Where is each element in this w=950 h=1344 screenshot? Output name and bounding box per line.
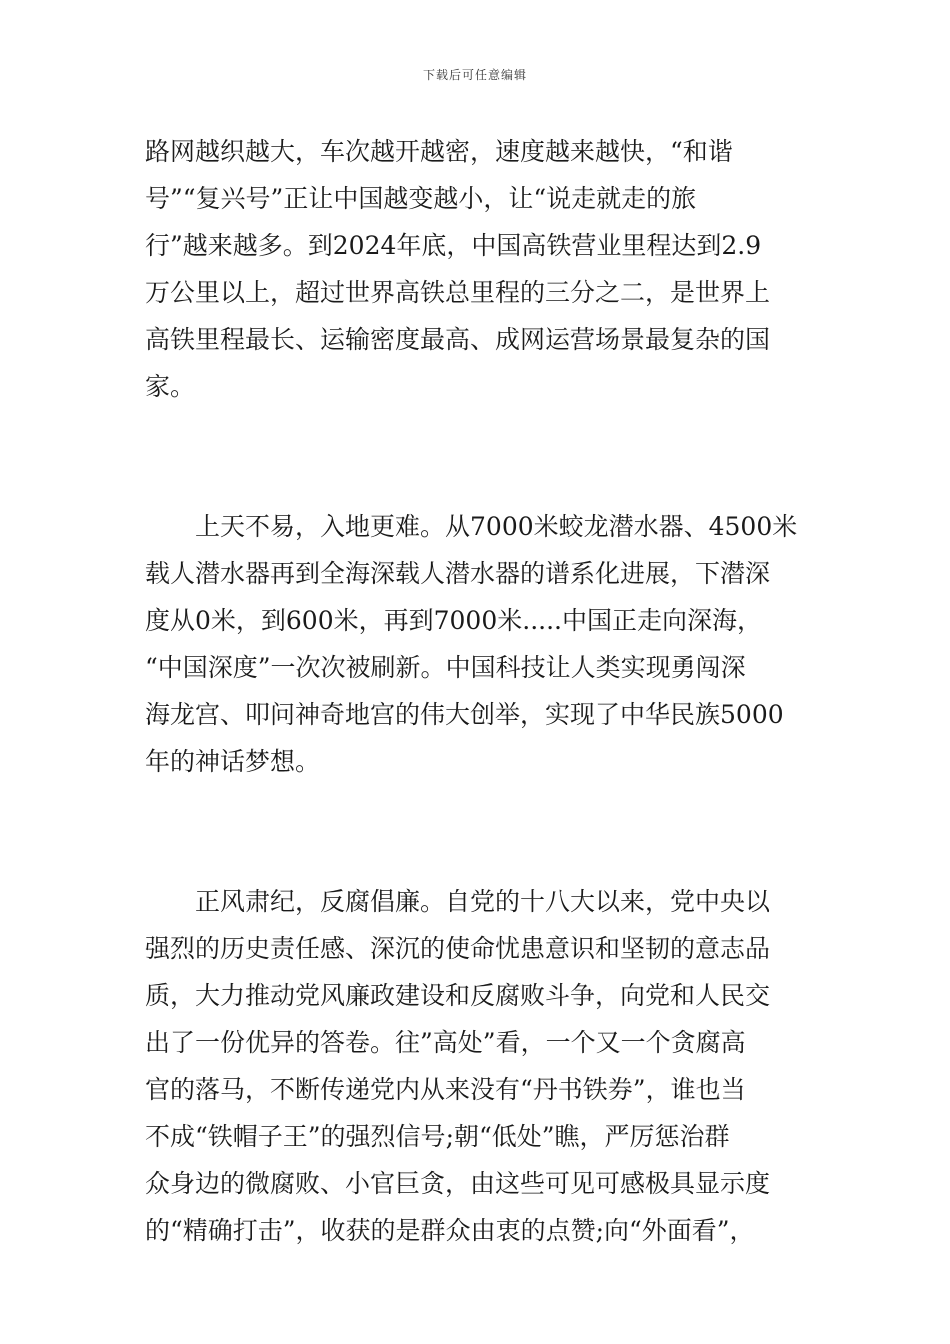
text-line: 度从0米，到600米，再到7000米.....中国正走向深海，	[145, 606, 762, 635]
document-body	[145, 128, 825, 1254]
text-line: 路网越织越大，车次越开越密，速度越来越快，“和谐	[145, 137, 733, 166]
text-line: 高铁里程最长、运输密度最高、成网运营场景最复杂的国	[145, 325, 771, 354]
text-line: 质，大力推动党风廉政建设和反腐败斗争，向党和人民交	[145, 981, 771, 1010]
paragraph-anti-corruption	[145, 878, 825, 1254]
text-line: 不成“铁帽子王”的强烈信号;朝“低处”瞧，严厉惩治群	[145, 1122, 730, 1151]
text-line: 行”越来越多。到2024年底，中国高铁营业里程达到2.9	[145, 231, 762, 260]
page-header: 下载后可任意编辑	[422, 68, 527, 82]
text-line: 的“精确打击”，收获的是群众由衷的点赞;向“外面看”，	[145, 1216, 755, 1245]
text-line: 家。	[145, 372, 196, 401]
text-line: “中国深度”一次次被刷新。中国科技让人类实现勇闯深	[145, 653, 746, 682]
paragraph-deep-sea	[145, 503, 825, 785]
text-line: 众身边的微腐败、小官巨贪，由这些可见可感极具显示度	[145, 1169, 771, 1198]
text-line: 官的落马，不断传递党内从来没有“丹书铁券”，谁也当	[145, 1075, 746, 1104]
text-line: 万公里以上，超过世界高铁总里程的三分之二，是世界上	[145, 278, 771, 307]
text-line: 号”“复兴号”正让中国越变越小，让“说走就走的旅	[145, 184, 697, 213]
text-line: 强烈的历史责任感、深沉的使命忧患意识和坚韧的意志品	[145, 934, 771, 963]
text-line: 海龙宫、叩问神奇地宫的伟大创举，实现了中华民族5000	[145, 700, 784, 729]
text-line: 上天不易，入地更难。从7000米蛟龙潜水器、4500米	[195, 512, 798, 541]
paragraph-gap	[145, 410, 825, 503]
text-line: 正风肃纪，反腐倡廉。自党的十八大以来，党中央以	[195, 887, 771, 916]
text-line: 出了一份优异的答卷。往”高处”看，一个又一个贪腐高	[145, 1028, 746, 1057]
text-line: 年的神话梦想。	[145, 747, 321, 776]
text-line: 载人潜水器再到全海深载人潜水器的谱系化进展，下潜深	[145, 559, 771, 588]
paragraph-gap	[145, 785, 825, 878]
paragraph-high-speed-rail	[145, 128, 825, 410]
